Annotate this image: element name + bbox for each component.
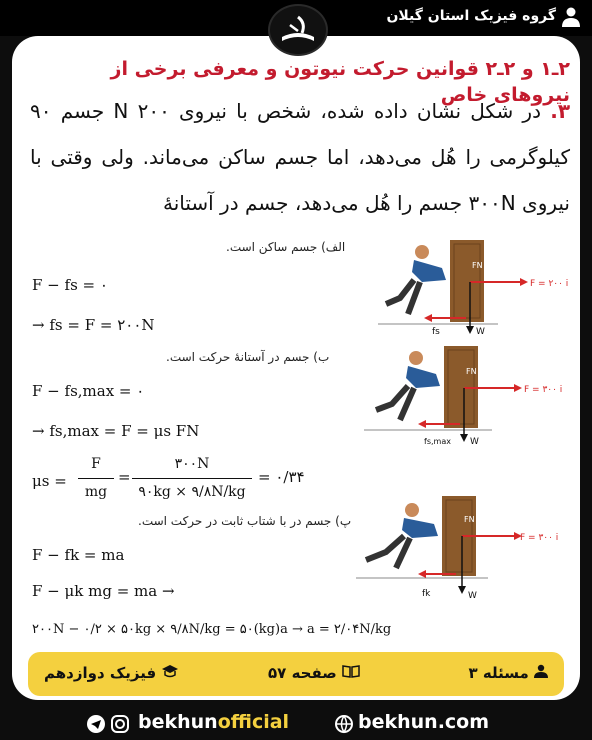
handle-suffix: official bbox=[217, 711, 290, 733]
panel-b-caption: ب) جسم در آستانهٔ حرکت است. bbox=[166, 350, 330, 364]
user-icon bbox=[534, 664, 548, 678]
footer-bar bbox=[28, 652, 564, 696]
panel-c-eq2: F − μk mg = ma → bbox=[32, 582, 175, 600]
section-heading: ۲ـ۱ و ۲ـ۲ قوانین حرکت نیوتون و معرفی برخی از نیروهای خاص bbox=[110, 58, 570, 106]
telegram-icon[interactable] bbox=[86, 714, 106, 734]
panel-c-caption: پ) جسم در با شتاب ثابت در حرکت است. bbox=[138, 514, 352, 528]
panel-b-eq2: → fs,max = F = μs FN bbox=[32, 422, 200, 440]
person-figure bbox=[376, 351, 440, 420]
normal-label: FN bbox=[464, 515, 475, 524]
force-label: F = ۲۰۰ i bbox=[530, 279, 569, 289]
weight-label: W bbox=[468, 591, 477, 601]
panel-b-mu-lhs: μs = bbox=[32, 472, 67, 490]
problem-body: در شکل نشان داده شده، شخص با نیروی N ۲۰۰ جسم ۹۰ کیلوگرمی را هُل می‌دهد، اما جسم ساکن می‌ماند. ولی وقتی با نیروی ۳۰۰N جسم را هُل می‌دهد، جسم در آستانهٔ bbox=[30, 99, 570, 215]
panel-a-caption: الف) جسم ساکن است. bbox=[226, 240, 346, 254]
globe-icon bbox=[334, 714, 354, 734]
social-handle[interactable] bbox=[138, 711, 289, 733]
book-logo-icon bbox=[278, 13, 318, 47]
mu-result: = ۰/۳۴ bbox=[258, 468, 305, 486]
panel-b-eq1: F − fs,max = ۰ bbox=[32, 382, 145, 400]
friction-label: fs bbox=[432, 327, 440, 337]
instagram-icon[interactable] bbox=[110, 714, 130, 734]
friction-label: fk bbox=[422, 589, 431, 599]
footer-book bbox=[44, 664, 179, 682]
problem-number: ۳. bbox=[550, 99, 571, 123]
website-link[interactable]: bekhun.com bbox=[358, 711, 490, 733]
panel-c-eq1: F − fk = ma bbox=[32, 546, 125, 564]
open-book-icon bbox=[342, 664, 360, 678]
frac2-denominator: ۹۰kg × ۹/۸N/kg bbox=[138, 484, 246, 500]
footer-page bbox=[268, 664, 360, 682]
weight-label: W bbox=[476, 327, 485, 337]
logo-badge bbox=[268, 4, 328, 56]
handle-prefix: bekhun bbox=[138, 711, 218, 733]
final-equation: ۲۰۰N − ۰/۲ × ۵۰kg × ۹/۸N/kg = ۵۰(kg)a → a = ۲/۰۴N/kg bbox=[32, 622, 392, 637]
weight-label: W bbox=[470, 437, 479, 447]
footer-problem bbox=[468, 664, 548, 682]
force-label: F = ۳۰۰ i bbox=[524, 385, 563, 395]
user-icon bbox=[562, 7, 580, 31]
figure-b bbox=[364, 344, 580, 456]
normal-label: FN bbox=[472, 261, 483, 270]
problem-text bbox=[30, 88, 570, 226]
panel-a-eq1: F − fs = ۰ bbox=[32, 276, 108, 294]
footer-page-label: صفحه ۵۷ bbox=[268, 664, 337, 682]
frac2-numerator: ۳۰۰N bbox=[174, 456, 210, 472]
figure-c bbox=[356, 494, 580, 610]
frac1-line bbox=[78, 478, 114, 479]
frac1-denominator: mg bbox=[84, 484, 108, 500]
frac1-numerator: F bbox=[91, 456, 101, 472]
eq-sign: = bbox=[118, 468, 131, 486]
graduation-cap-icon bbox=[161, 664, 179, 678]
panel-a-eq2: → fs = F = ۲۰۰N bbox=[32, 316, 155, 334]
normal-label: FN bbox=[466, 367, 477, 376]
footer-book-label: فیزیک دوازدهم bbox=[44, 664, 157, 682]
bottom-bar bbox=[0, 706, 592, 740]
friction-label: fs,max bbox=[424, 437, 451, 446]
group-title: گروه فیزیک استان گیلان bbox=[386, 8, 556, 24]
person-figure bbox=[366, 503, 438, 568]
person-figure bbox=[386, 245, 446, 314]
figure-a bbox=[378, 238, 578, 350]
frac2-line bbox=[132, 478, 252, 479]
footer-problem-label: مسئله ۳ bbox=[468, 664, 529, 682]
force-label: F = ۳۰۰ i bbox=[520, 533, 559, 543]
